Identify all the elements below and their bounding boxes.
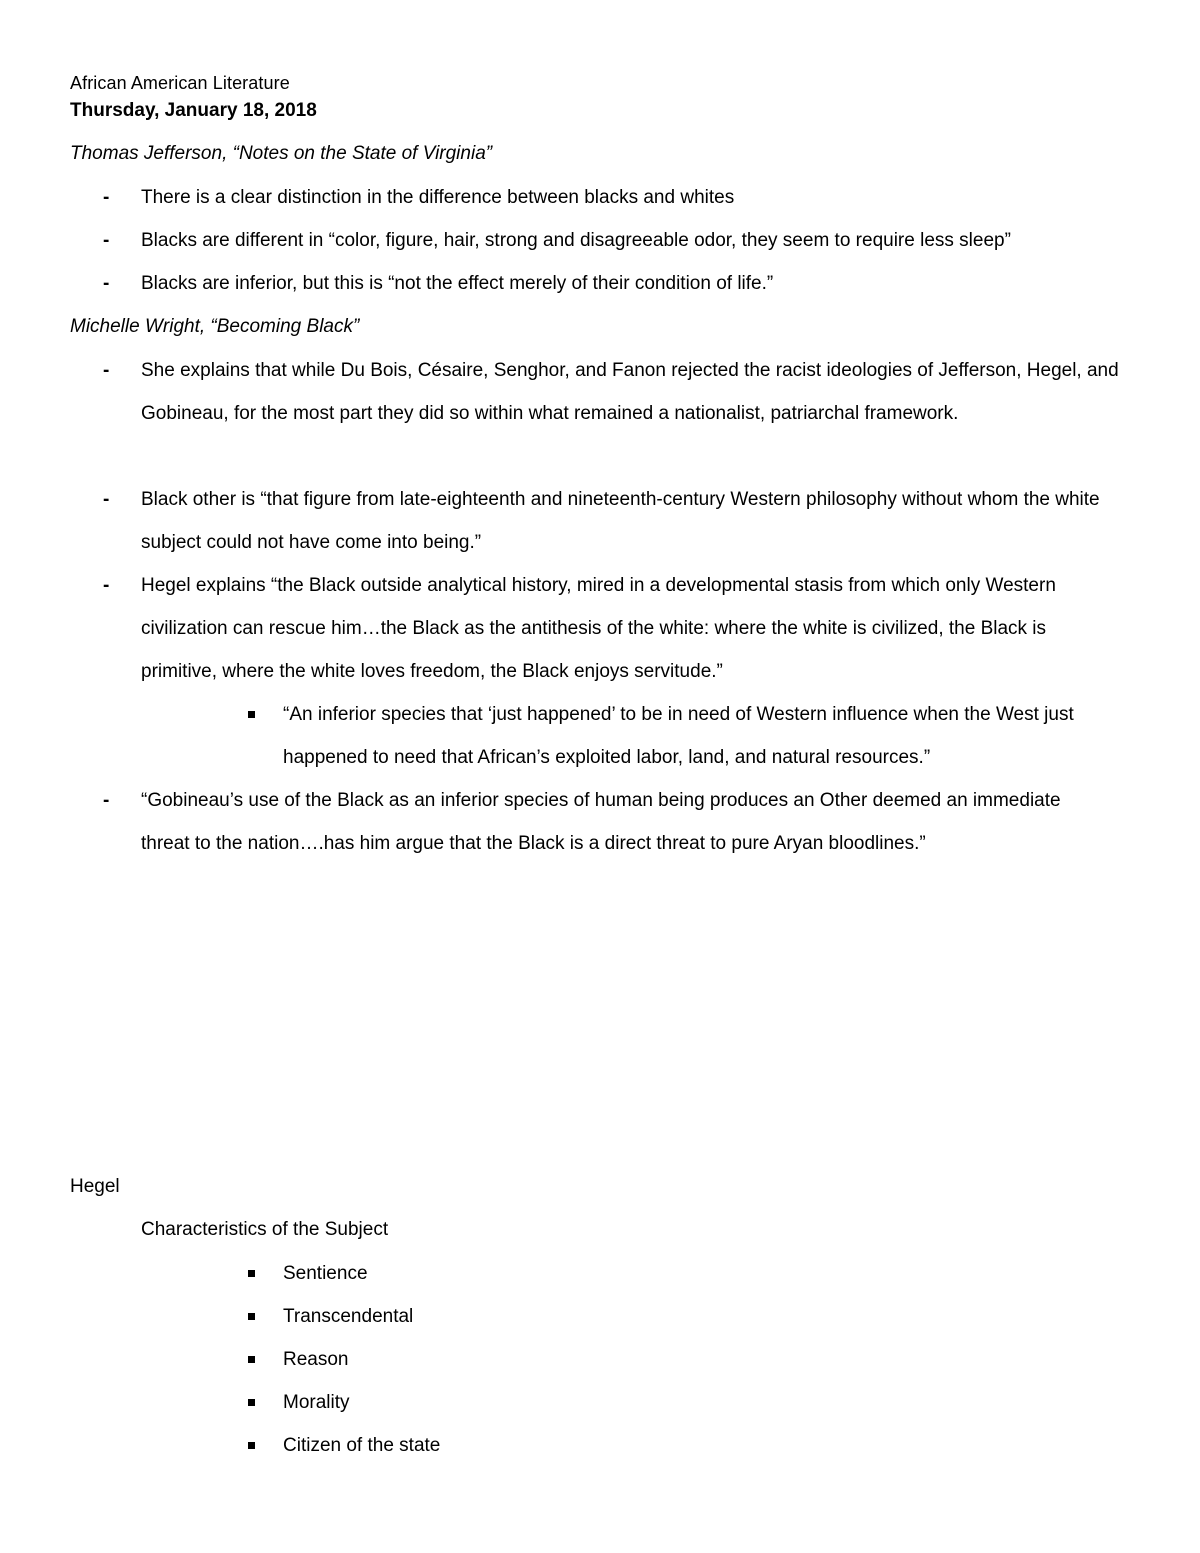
hegel-item: Reason [283, 1349, 349, 1370]
hegel-item: Sentience [283, 1263, 368, 1284]
jefferson-bullet-1: There is a clear distinction in the difference between blacks and whites [141, 187, 735, 208]
hegel-item: Citizen of the state [283, 1435, 441, 1456]
dash-bullet: - [103, 489, 110, 510]
square-bullet-icon [248, 1356, 255, 1363]
dash-bullet: - [103, 790, 110, 811]
hegel-subheading: Characteristics of the Subject [141, 1219, 389, 1240]
dash-bullet: - [103, 230, 110, 251]
square-bullet-icon [248, 1313, 255, 1320]
square-bullet-icon [248, 1442, 255, 1449]
hegel-item: Transcendental [283, 1306, 414, 1327]
hegel-item: Morality [283, 1392, 350, 1413]
jefferson-bullet-3: Blacks are inferior, but this is “not the effect merely of their condition of life.” [141, 273, 774, 294]
source-wright: Michelle Wright, “Becoming Black” [70, 316, 360, 337]
wright-subbullet: “An inferior species that ‘just happened’ to be in need of Western influence when the West just happened to need that African’s exploited labor, land, and natural resources.” [283, 704, 1074, 768]
dash-bullet: - [103, 273, 110, 294]
jefferson-bullet-2: Blacks are different in “color, figure, hair, strong and disagreeable odor, they seem to require less sleep” [141, 230, 1011, 251]
lecture-date: Thursday, January 18, 2018 [70, 100, 317, 121]
dash-bullet: - [103, 360, 110, 381]
wright-bullet-3: Hegel explains “the Black outside analytical history, mired in a developmental stasis from which only Western civilization can rescue him…the Black as the antithesis of the white: where the white is civilized, the Black is primitive, where the white loves freedom, the Black enjoys servitude.” [141, 575, 1056, 682]
course-title: African American Literature [70, 73, 290, 93]
wright-bullet-4: “Gobineau’s use of the Black as an inferior species of human being produces an Other deemed an immediate threat to the nation….has him argue that the Black is a direct threat to pure Aryan bloodlines.” [141, 790, 1061, 854]
source-jefferson: Thomas Jefferson, “Notes on the State of Virginia” [70, 143, 493, 164]
square-bullet-icon [248, 1399, 255, 1406]
dash-bullet: - [103, 575, 110, 596]
square-bullet-icon [248, 711, 255, 718]
hegel-heading: Hegel [70, 1176, 120, 1197]
dash-bullet: - [103, 187, 110, 208]
wright-bullet-2: Black other is “that figure from late-eighteenth and nineteenth-century Western philosophy without whom the white subject could not have come into being.” [141, 489, 1100, 553]
wright-bullet-1: She explains that while Du Bois, Césaire, Senghor, and Fanon rejected the racist ideologies of Jefferson, Hegel, and Gobineau, for the most part they did so within what remained a nationalist, patriarchal framework. [141, 360, 1119, 424]
square-bullet-icon [248, 1270, 255, 1277]
